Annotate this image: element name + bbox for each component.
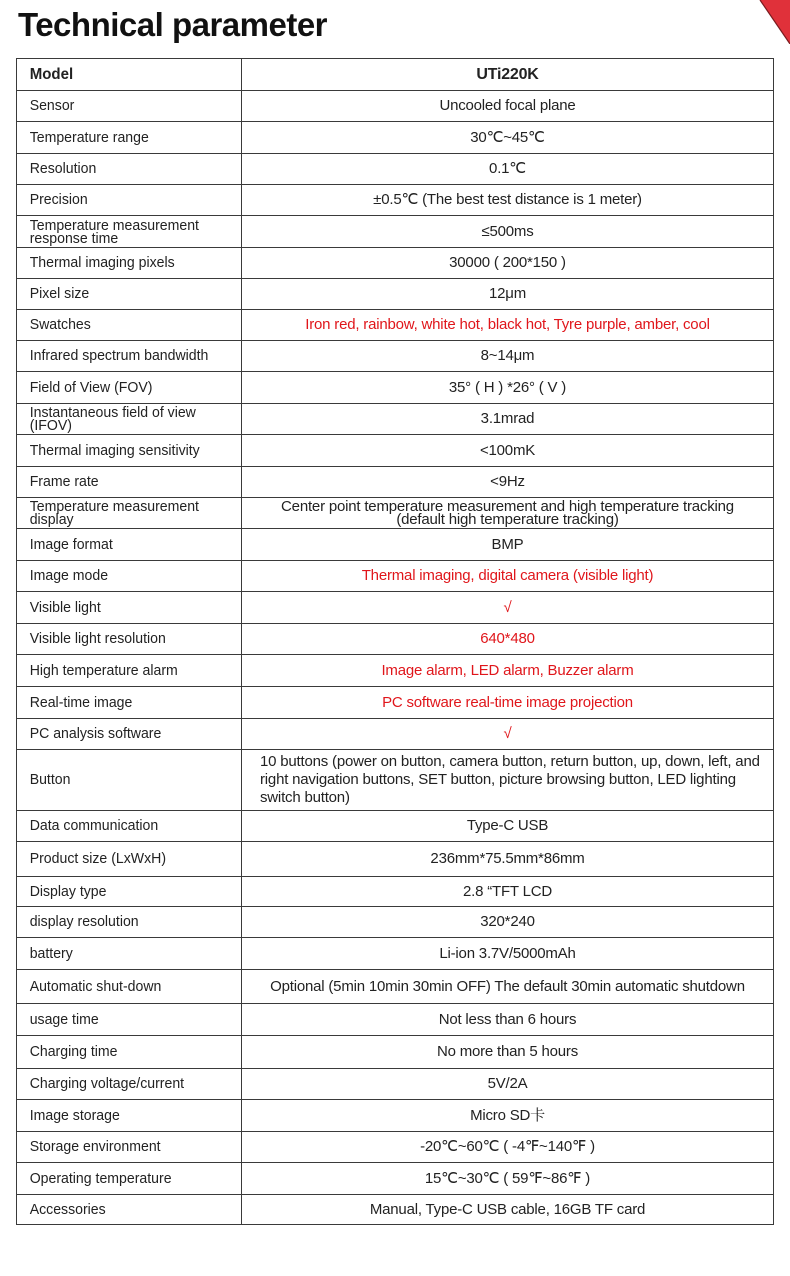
table-row bbox=[17, 435, 774, 467]
row-value: PC software real-time image projection bbox=[242, 687, 774, 719]
row-value: Li-ion 3.7V/5000mAh bbox=[242, 938, 774, 970]
table-row bbox=[17, 687, 774, 719]
row-value: 320*240 bbox=[242, 907, 774, 938]
table-row bbox=[17, 404, 774, 435]
row-label: Visible light bbox=[17, 592, 229, 624]
row-label: Pixel size bbox=[17, 279, 229, 310]
row-value: ≤500ms bbox=[242, 216, 774, 248]
table-row bbox=[17, 1195, 774, 1225]
table-row bbox=[17, 842, 774, 877]
row-value: 2.8 “TFT LCD bbox=[242, 877, 774, 907]
table-row bbox=[17, 655, 774, 687]
table-row bbox=[17, 877, 774, 907]
row-label: Data communication bbox=[17, 811, 229, 842]
table-row bbox=[17, 811, 774, 842]
table-row bbox=[17, 1132, 774, 1163]
table-row bbox=[17, 719, 774, 750]
table-row bbox=[17, 1100, 774, 1132]
table-row bbox=[17, 341, 774, 372]
row-value: BMP bbox=[242, 529, 774, 561]
header-label: Model bbox=[17, 59, 229, 91]
row-value: <100mK bbox=[242, 435, 774, 467]
table-header-row bbox=[17, 59, 774, 91]
row-value: Optional (5min 10min 30min OFF) The default 30min automatic shutdown bbox=[242, 970, 774, 1004]
row-label: PC analysis software bbox=[17, 719, 229, 750]
row-label: display resolution bbox=[17, 907, 229, 938]
row-label: Real-time image bbox=[17, 687, 229, 719]
row-value: Iron red, rainbow, white hot, black hot, Tyre purple, amber, cool bbox=[242, 310, 774, 341]
row-label: Instantaneous field of view (IFOV) bbox=[17, 404, 229, 435]
row-value: Uncooled focal plane bbox=[242, 91, 774, 122]
row-label: Field of View (FOV) bbox=[17, 372, 229, 404]
row-value: 15℃~30℃ ( 59℉~86℉ ) bbox=[242, 1163, 774, 1195]
row-label: Visible light resolution bbox=[17, 624, 229, 655]
row-label: Thermal imaging sensitivity bbox=[17, 435, 229, 467]
row-label: Accessories bbox=[17, 1195, 229, 1225]
row-label: Charging time bbox=[17, 1036, 229, 1069]
row-label: Image storage bbox=[17, 1100, 229, 1132]
header-model-value: UTi220K bbox=[242, 59, 774, 91]
row-value: 12μm bbox=[242, 279, 774, 310]
row-label: Infrared spectrum bandwidth bbox=[17, 341, 229, 372]
table-row bbox=[17, 907, 774, 938]
table-row bbox=[17, 1004, 774, 1036]
row-value: 0.1℃ bbox=[242, 154, 774, 185]
row-value: 236mm*75.5mm*86mm bbox=[242, 842, 774, 877]
table-row bbox=[17, 372, 774, 404]
table-row bbox=[17, 91, 774, 122]
row-label: Thermal imaging pixels bbox=[17, 248, 229, 279]
row-value: 10 buttons (power on button, camera button, return button, up, down, left, and right navigation buttons, SET button, picture browsing button, LED lighting switch button) bbox=[242, 750, 774, 811]
row-value: Manual, Type-C USB cable, 16GB TF card bbox=[242, 1195, 774, 1225]
row-value: Micro SD卡 bbox=[242, 1100, 774, 1132]
row-label: Button bbox=[17, 750, 229, 811]
row-label: usage time bbox=[17, 1004, 229, 1036]
row-value: 5V/2A bbox=[242, 1069, 774, 1100]
row-value: 3.1mrad bbox=[242, 404, 774, 435]
table-row bbox=[17, 279, 774, 310]
row-label: Temperature range bbox=[17, 122, 229, 154]
row-value: -20℃~60℃ ( -4℉~140℉ ) bbox=[242, 1132, 774, 1163]
row-label: Product size (LxWxH) bbox=[17, 842, 229, 877]
corner-ribbon-decoration bbox=[750, 0, 790, 44]
row-value: No more than 5 hours bbox=[242, 1036, 774, 1069]
row-value: 8~14μm bbox=[242, 341, 774, 372]
table-row bbox=[17, 216, 774, 248]
table-row bbox=[17, 938, 774, 970]
row-value: Image alarm, LED alarm, Buzzer alarm bbox=[242, 655, 774, 687]
row-label: Charging voltage/current bbox=[17, 1069, 229, 1100]
row-value: Type-C USB bbox=[242, 811, 774, 842]
row-value: Center point temperature measurement and high temperature tracking (default high temperature tracking) bbox=[242, 498, 774, 529]
row-value: √ bbox=[242, 719, 774, 750]
row-label: Storage environment bbox=[17, 1132, 229, 1163]
table-row bbox=[17, 970, 774, 1004]
table-row bbox=[17, 154, 774, 185]
table-row bbox=[17, 122, 774, 154]
row-label: Temperature measurement response time bbox=[17, 216, 229, 248]
row-label: Swatches bbox=[17, 310, 229, 341]
spec-table bbox=[16, 58, 774, 1225]
row-label: High temperature alarm bbox=[17, 655, 229, 687]
table-row bbox=[17, 1163, 774, 1195]
table-row bbox=[17, 498, 774, 529]
table-row bbox=[17, 592, 774, 624]
table-row bbox=[17, 529, 774, 561]
row-label: battery bbox=[17, 938, 229, 970]
row-value: 30℃~45℃ bbox=[242, 122, 774, 154]
table-row bbox=[17, 561, 774, 592]
table-row bbox=[17, 310, 774, 341]
row-value: ±0.5℃ (The best test distance is 1 meter) bbox=[242, 185, 774, 216]
row-label: Sensor bbox=[17, 91, 229, 122]
table-row bbox=[17, 1036, 774, 1069]
table-row bbox=[17, 248, 774, 279]
row-label: Automatic shut-down bbox=[17, 970, 229, 1004]
row-label: Display type bbox=[17, 877, 229, 907]
row-label: Image mode bbox=[17, 561, 229, 592]
row-value: Not less than 6 hours bbox=[242, 1004, 774, 1036]
table-row bbox=[17, 185, 774, 216]
row-label: Frame rate bbox=[17, 467, 229, 498]
table-row bbox=[17, 624, 774, 655]
row-label: Temperature measurement display bbox=[17, 498, 229, 529]
row-value: 640*480 bbox=[242, 624, 774, 655]
row-label: Image format bbox=[17, 529, 229, 561]
row-value: 35° ( H ) *26° ( V ) bbox=[242, 372, 774, 404]
row-value: <9Hz bbox=[242, 467, 774, 498]
row-label: Resolution bbox=[17, 154, 229, 185]
row-value: 30000 ( 200*150 ) bbox=[242, 248, 774, 279]
row-label: Operating temperature bbox=[17, 1163, 229, 1195]
row-label: Precision bbox=[17, 185, 229, 216]
table-row bbox=[17, 1069, 774, 1100]
row-value: √ bbox=[242, 592, 774, 624]
page-title: Technical parameter bbox=[18, 6, 328, 43]
table-row bbox=[17, 750, 774, 811]
table-row bbox=[17, 467, 774, 498]
row-value: Thermal imaging, digital camera (visible light) bbox=[242, 561, 774, 592]
